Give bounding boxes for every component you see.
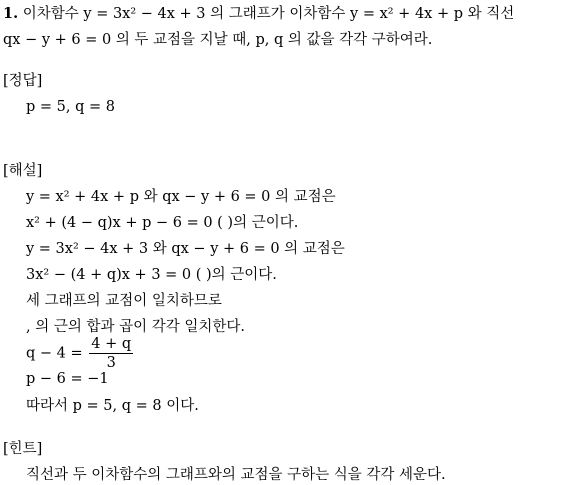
problem-statement-line-1: [3, 4, 514, 24]
answer-header: [정답]: [3, 73, 43, 89]
hint-text: 직선과 두 이차함수의 그래프와의 교점을 구하는 식을 각각 세운다.: [26, 467, 446, 483]
problem-number: 1.: [3, 5, 19, 22]
solution-header: [해설]: [3, 163, 43, 179]
solution-line: , 의 근의 합과 곱이 각각 일치한다.: [26, 319, 245, 335]
solution-conclusion: 따라서 p = 5, q = 8 이다.: [26, 398, 199, 414]
fraction-left-side: q − 4 =: [26, 345, 83, 362]
fraction-equation: [26, 335, 133, 372]
solution-line: x² + (4 − q)x + p − 6 = 0 ( )의 근이다.: [26, 215, 299, 231]
hint-header: [힌트]: [3, 441, 43, 457]
solution-line: 3x² − (4 + q)x + 3 = 0 ( )의 근이다.: [26, 267, 277, 283]
solution-line: 세 그래프의 교점이 일치하므로: [26, 293, 222, 309]
fraction-denominator: 3: [106, 355, 116, 371]
solution-line: y = 3x² − 4x + 3 와 qx − y + 6 = 0 의 교점은: [26, 241, 345, 257]
solution-p-equation: p − 6 = −1: [26, 371, 109, 387]
answer-text: p = 5, q = 8: [26, 99, 115, 115]
problem-text-1: 이차함수 y = 3x² − 4x + 3 의 그래프가 이차함수 y = x² + 4x + p 와 직선: [22, 6, 515, 22]
problem-statement-line-2: qx − y + 6 = 0 의 두 교점을 지날 때, p, q 의 값을 각각 구하여라.: [3, 32, 433, 48]
fraction-numerator: 4 + q: [91, 336, 132, 352]
fraction: [89, 335, 133, 372]
solution-line: y = x² + 4x + p 와 qx − y + 6 = 0 의 교점은: [26, 189, 336, 205]
